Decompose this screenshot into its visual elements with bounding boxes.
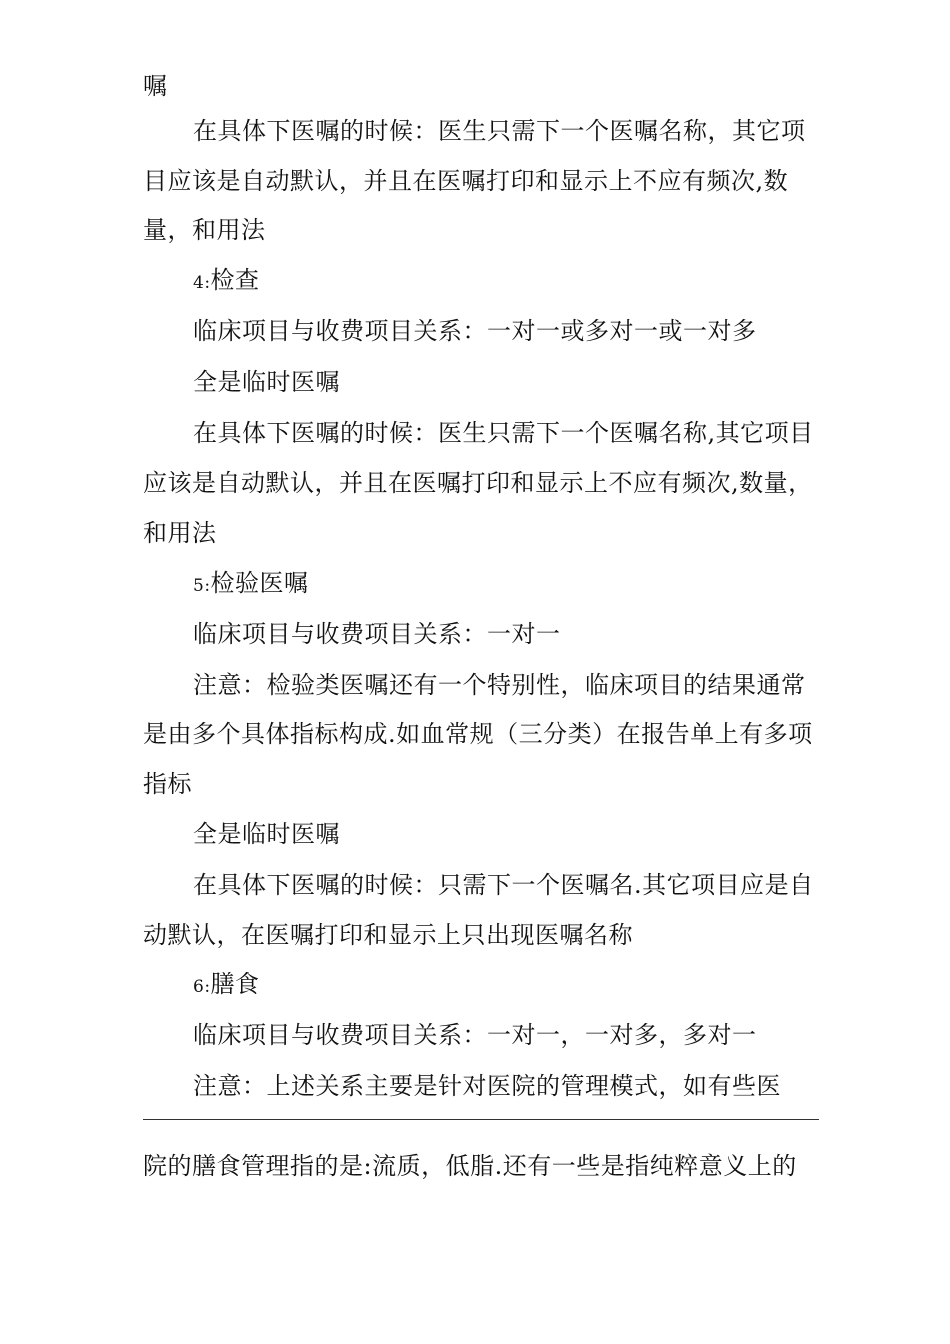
paragraph-line: 在具体下医嘱的时候：医生只需下一个医嘱名称,其它项目 (193, 419, 814, 447)
paragraph-line: 动默认，在医嘱打印和显示上只出现医嘱名称 (143, 921, 633, 949)
page-separator (143, 1119, 819, 1120)
section-heading-4 (193, 265, 260, 298)
paragraph-line: 指标 (143, 770, 192, 798)
paragraph-line: 和用法 (143, 519, 217, 547)
section-number: 5: (193, 576, 211, 596)
section-title: 检查 (210, 266, 260, 294)
section-title: 检验医嘱 (210, 569, 309, 597)
section-number: 6: (193, 977, 211, 997)
paragraph-line: 在具体下医嘱的时候：只需下一个医嘱名.其它项目应是自 (193, 871, 814, 899)
section-title: 膳食 (210, 970, 260, 998)
paragraph-line: 量，和用法 (143, 216, 266, 244)
paragraph-line: 临床项目与收费项目关系：一对一，一对多，多对一 (193, 1021, 757, 1049)
section-heading-5 (193, 568, 309, 601)
paragraph-line: 注意：上述关系主要是针对医院的管理模式，如有些医 (193, 1072, 781, 1100)
paragraph-line: 在具体下医嘱的时候：医生只需下一个医嘱名称，其它项 (193, 117, 806, 145)
paragraph-line: 院的膳食管理指的是:流质，低脂.还有一些是指纯粹意义上的 (143, 1152, 797, 1180)
section-number: 4: (193, 273, 211, 293)
paragraph-line: 临床项目与收费项目关系：一对一 (193, 620, 561, 648)
paragraph-line: 目应该是自动默认，并且在医嘱打印和显示上不应有频次,数 (143, 167, 789, 195)
paragraph-line: 全是临时医嘱 (193, 820, 340, 848)
paragraph-line: 注意：检验类医嘱还有一个特别性，临床项目的结果通常 (193, 671, 806, 699)
paragraph-line: 嘱 (143, 72, 168, 100)
paragraph-line: 临床项目与收费项目关系：一对一或多对一或一对多 (193, 317, 757, 345)
section-heading-6 (193, 969, 260, 1002)
paragraph-line: 应该是自动默认，并且在医嘱打印和显示上不应有频次,数量， (143, 469, 813, 497)
paragraph-line: 是由多个具体指标构成.如血常规（三分类）在报告单上有多项 (143, 720, 813, 748)
paragraph-line: 全是临时医嘱 (193, 368, 340, 396)
